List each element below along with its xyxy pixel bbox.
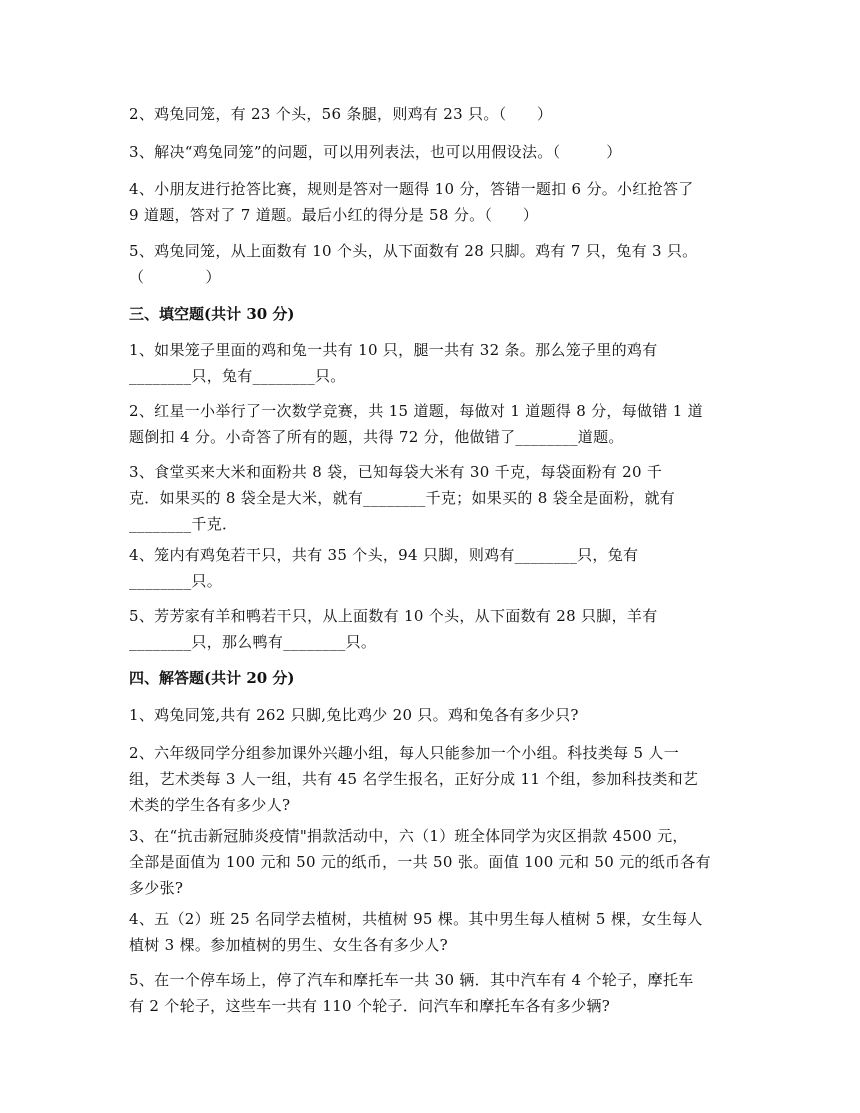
question-line: 1、鸡兔同笼,共有 262 只脚,兔比鸡少 20 只。鸡和兔各有多少只? bbox=[129, 706, 579, 724]
question-line: 克．如果买的 8 袋全是大米，就有________千克；如果买的 8 袋全是面粉，就有 bbox=[129, 489, 676, 507]
section-title: 四、解答题(共计 20 分) bbox=[129, 669, 295, 687]
question-line: 2、鸡兔同笼，有 23 个头，56 条腿，则鸡有 23 只。（ ） bbox=[129, 105, 553, 123]
question-line: 2、六年级同学分组参加课外兴趣小组，每人只能参加一个小组。科技类每 5 人一 bbox=[129, 744, 680, 762]
question-line: 5、鸡兔同笼，从上面数有 10 个头，从下面数有 28 只脚。鸡有 7 只，兔有 3 只。 bbox=[129, 242, 698, 260]
fill-question-1 bbox=[129, 337, 729, 389]
question-line: ________千克． bbox=[129, 515, 238, 533]
question-line: 5、芳芳家有羊和鸭若干只，从上面数有 10 个头，从下面数有 28 只脚，羊有 bbox=[129, 607, 658, 625]
question-line: 2、红星一小举行了一次数学竞赛，共 15 道题，每做对 1 道题得 8 分，每做错 1 道 bbox=[129, 402, 703, 420]
question-line: 4、小朋友进行抢答比赛，规则是答对一题得 10 分，答错一题扣 6 分。小红抢答了 bbox=[129, 180, 694, 198]
question-line: 1、如果笼子里面的鸡和兔一共有 10 只，腿一共有 32 条。那么笼子里的鸡有 bbox=[129, 341, 658, 359]
section-heading-fill-blank bbox=[129, 303, 729, 325]
question-line: 3、解决“鸡兔同笼”的问题，可以用列表法，也可以用假设法。（ ） bbox=[129, 143, 622, 161]
word-problem-5 bbox=[129, 967, 729, 1019]
question-line: 3、食堂买来大米和面粉共 8 袋，已知每袋大米有 30 千克，每袋面粉有 20 千 bbox=[129, 463, 663, 481]
tf-question-2 bbox=[129, 101, 729, 127]
section-title: 三、填空题(共计 30 分) bbox=[129, 305, 295, 323]
fill-question-5 bbox=[129, 603, 729, 655]
question-line: 有 2 个轮子，这些车一共有 110 个轮子．问汽车和摩托车各有多少辆? bbox=[129, 997, 611, 1015]
question-line: （ ） bbox=[129, 268, 221, 286]
fill-question-4 bbox=[129, 542, 729, 594]
word-problem-4 bbox=[129, 906, 729, 958]
question-line: 4、笼内有鸡兔若干只，共有 35 个头，94 只脚，则鸡有________只，兔有 bbox=[129, 546, 639, 564]
question-line: 多少张? bbox=[129, 879, 184, 897]
question-line: 4、五（2）班 25 名同学去植树，共植树 95 棵。其中男生每人植树 5 棵，女生每人 bbox=[129, 910, 703, 928]
word-problem-2 bbox=[129, 740, 729, 818]
question-line: 术类的学生各有多少人? bbox=[129, 796, 291, 814]
question-line: 5、在一个停车场上，停了汽车和摩托车一共 30 辆．其中汽车有 4 个轮子，摩托车 bbox=[129, 971, 694, 989]
word-problem-1 bbox=[129, 702, 729, 728]
tf-question-4 bbox=[129, 176, 729, 228]
word-problem-3 bbox=[129, 823, 729, 901]
question-line: 组，艺术类每 3 人一组，共有 45 名学生报名，正好分成 11 个组，参加科技类和艺 bbox=[129, 770, 699, 788]
fill-question-3 bbox=[129, 459, 729, 537]
question-line: 题倒扣 4 分。小奇答了所有的题，共得 72 分，他做错了________道题。 bbox=[129, 428, 624, 446]
tf-question-3 bbox=[129, 139, 729, 165]
section-heading-word-problems bbox=[129, 667, 729, 689]
fill-question-2 bbox=[129, 398, 729, 450]
question-line: ________只，那么鸭有________只。 bbox=[129, 633, 377, 651]
question-line: 植树 3 棵。参加植树的男生、女生各有多少人? bbox=[129, 936, 449, 954]
question-line: ________只。 bbox=[129, 572, 223, 590]
question-line: 9 道题，答对了 7 道题。最后小红的得分是 58 分。（ ） bbox=[129, 206, 539, 224]
question-line: 全部是面值为 100 元和 50 元的纸币，一共 50 张。面值 100 元和 50 元的纸币各有 bbox=[129, 853, 711, 871]
question-line: 3、在“抗击新冠肺炎疫情"捐款活动中，六（1）班全体同学为灾区捐款 4500 元， bbox=[129, 827, 688, 845]
question-line: ________只，兔有________只。 bbox=[129, 367, 346, 385]
tf-question-5 bbox=[129, 238, 729, 290]
